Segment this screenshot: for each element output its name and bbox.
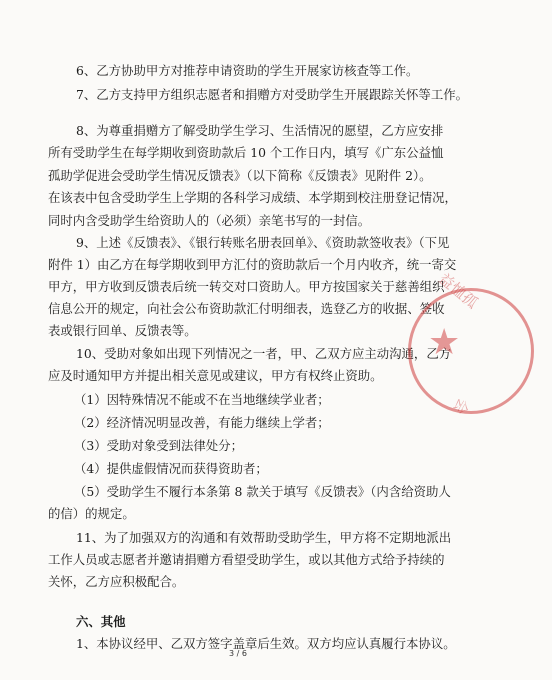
- clause-11-line-1: 11、为了加强双方的沟通和有效帮助受助学生，甲方将不定期地派出: [76, 530, 452, 545]
- clause-8-line-1: 8、为尊重捐赠方了解受助学生学习、生活情况的愿望，乙方应安排: [76, 123, 444, 138]
- clause-8-line-2: 所有受助学生在每学期收到资助款后 10 个工作日内，填写《广东公益恤: [48, 145, 444, 160]
- clause-8-line-3: 孤助学促进会受助学生情况反馈表》（以下简称《反馈表》见附件 2）。: [48, 168, 432, 183]
- seal-text-right: 会: [449, 395, 473, 418]
- clause-8-line-4: 在该表中包含受助学生上学期的各科学习成绩、本学期到校注册登记情况，: [48, 190, 457, 205]
- clause-9-line-1: 9、上述《反馈表》、《银行转账名册表回单》、《资助款签收表》（下见: [76, 235, 450, 250]
- clause-7: 7、乙方支持甲方组织志愿者和捐赠方对受助学生开展跟踪关怀等工作。: [76, 87, 468, 102]
- clause-6: 6、乙方协助甲方对推荐申请资助的学生开展家访核查等工作。: [76, 63, 419, 78]
- page-number: 3 / 6: [229, 649, 247, 658]
- clause-11-line-3: 关怀，乙方应积极配合。: [48, 574, 185, 589]
- clause-9-line-2: 附件 1）由乙方在每学期收到甲方汇付的资助款后一个月内收齐，统一寄交: [48, 257, 457, 272]
- clause-9-line-4: 信息公开的规定，向社会公布资助款汇付明细表，选登乙方的收据、签收: [48, 301, 445, 316]
- clause-10-line-1: 10、受助对象如出现下列情况之一者，甲、乙双方应主动沟通，乙方: [76, 346, 452, 361]
- seal-star-icon: ★: [428, 322, 461, 363]
- clause-10-item-3: （3）受助对象受到法律处分；: [74, 438, 243, 453]
- other-clause-1: 1、本协议经甲、乙双方签字盖章后生效。双方均应认真履行本协议。: [76, 636, 456, 651]
- clause-11-line-2: 工作人员或志愿者并邀请捐赠方看望受助学生，或以其他方式给予持续的: [48, 552, 445, 567]
- clause-10-item-4: （4）提供虚假情况而获得资助者；: [74, 461, 268, 476]
- clause-10-line-2: 应及时通知甲方并提出相关意见或建议，甲方有权终止资助。: [48, 368, 383, 383]
- clause-9-line-5: 表或银行回单、反馈表等。: [48, 323, 197, 338]
- section-heading-other: 六、其他: [76, 614, 126, 629]
- clause-10-item-5-line-2: 的信）的规定。: [48, 506, 135, 521]
- clause-8-line-5: 同时内含受助学生给资助人的（必须）亲笔书写的一封信。: [48, 213, 371, 228]
- clause-10-item-2: （2）经济情况明显改善，有能力继续上学者；: [74, 415, 330, 430]
- clause-9-line-3: 甲方，甲方收到反馈表后统一转交对口资助人。甲方按国家关于慈善组织: [48, 279, 445, 294]
- clause-10-item-1: （1）因特殊情况不能或不在当地继续学业者；: [74, 392, 330, 407]
- clause-10-item-5-line-1: （5）受助学生不履行本条第 8 款关于填写《反馈表》（内含给资助人: [74, 484, 451, 499]
- seal-text-top: 益恤孤: [435, 269, 482, 313]
